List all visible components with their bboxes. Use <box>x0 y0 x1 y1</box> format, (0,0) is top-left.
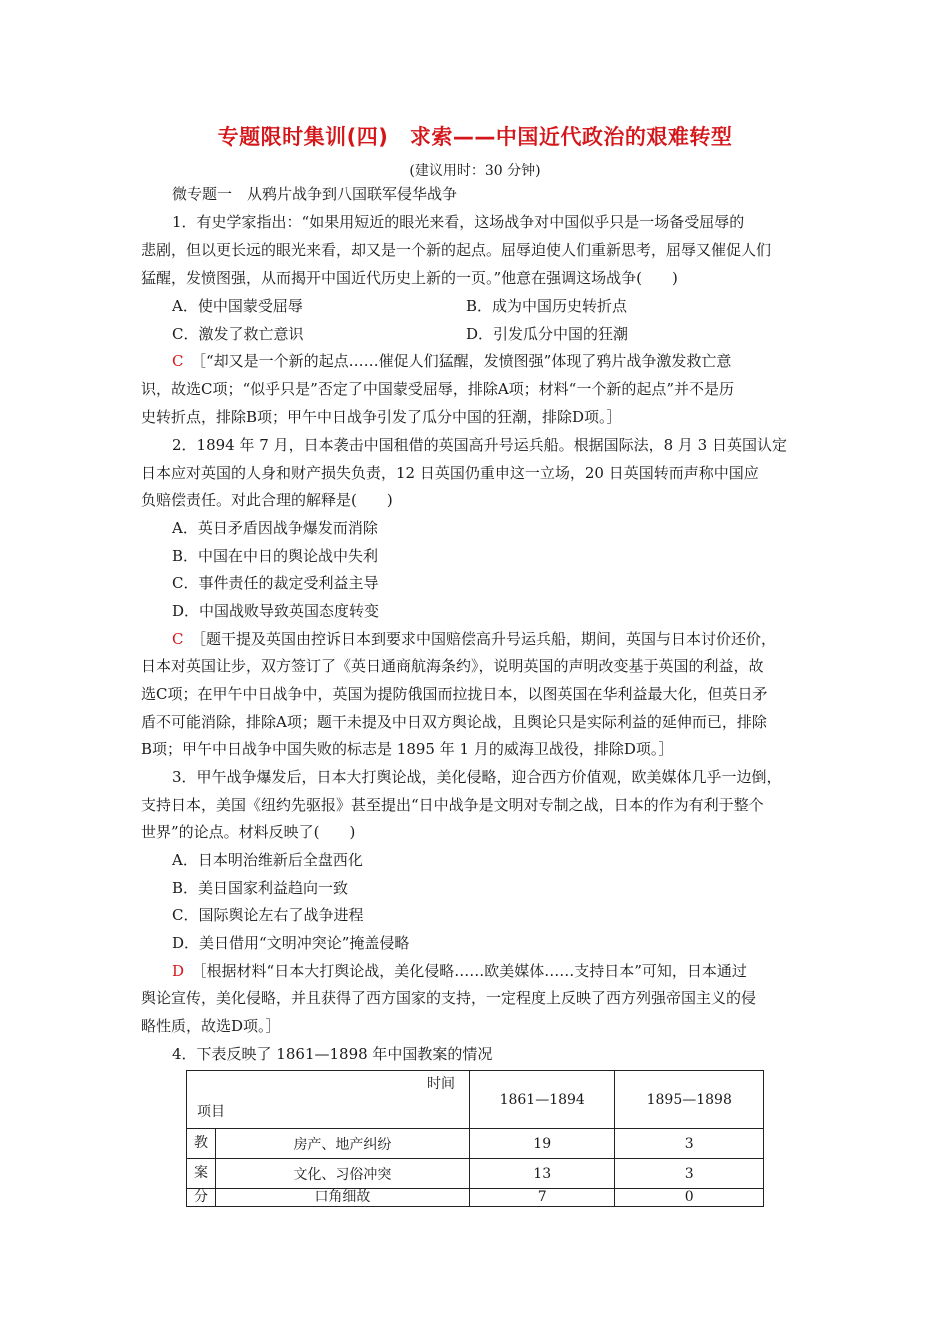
q3-answer: D <box>172 962 185 980</box>
q1-answer-line <box>172 351 731 371</box>
group-label-char: 教 <box>187 1129 216 1159</box>
table-corner-header <box>187 1071 470 1129</box>
data-table <box>186 1070 764 1207</box>
q1-explanation-line: 识，故选C项；“似乎只是”否定了中国蒙受屈辱，排除A项；材料“一个新的起点”并不是历 <box>141 380 734 398</box>
q3-option-b: B．美日国家利益趋向一致 <box>172 879 349 897</box>
q2-explanation-line: ［题干提及英国由控诉日本到要求中国赔偿高升号运兵船，期间，英国与日本讨价还价， <box>198 630 777 648</box>
row-value: 7 <box>469 1189 615 1207</box>
q2-explanation-line: 日本对英国让步，双方签订了《英日通商航海条约》，说明英国的声明改变基于英国的利益，故 <box>141 657 764 675</box>
q3-answer-line <box>172 961 747 981</box>
q1-stem-line: 悲剧，但以更长远的眼光来看，却又是一个新的起点。屈辱迫使人们重新思考，屈辱又催促人们 <box>141 241 772 259</box>
q2-option-b: B．中国在中日的舆论战中失利 <box>172 547 379 565</box>
corner-item-label: 项目 <box>197 1104 225 1120</box>
q1-explanation-line: 史转折点，排除B项；甲午中日战争引发了瓜分中国的狂潮，排除D项。］ <box>141 408 622 426</box>
q3-explanation-line: 略性质，故选D项。］ <box>141 1017 281 1035</box>
corner-time-label: 时间 <box>427 1076 455 1092</box>
q2-stem-line: 日本应对英国的人身和财产损失负责，12 日英国仍重申这一立场，20 日英国转而声称中国应 <box>141 464 759 482</box>
q3-stem-line: 支持日本，美国《纽约先驱报》甚至提出“日中战争是文明对专制之战，日本的作为有利于整个 <box>141 796 764 814</box>
row-value: 13 <box>469 1159 615 1189</box>
q1-answer: C <box>172 352 184 370</box>
row-item: 文化、习俗冲突 <box>215 1159 469 1189</box>
q3-stem-line: 世界”的论点。材料反映了( ) <box>141 823 356 841</box>
column-header: 1861—1894 <box>469 1071 615 1129</box>
q3-option-c: C．国际舆论左右了战争进程 <box>172 906 364 924</box>
q3-explanation-line: ［根据材料“日本大打舆论战，美化侵略……欧美媒体……支持日本”可知，日本通过 <box>199 962 747 980</box>
page-title: 专题限时集训(四) 求索——中国近代政治的艰难转型 <box>217 125 733 149</box>
q2-explanation-line: B项；甲午中日战争中国失败的标志是 1895 年 1 月的威海卫战役，排除D项。］ <box>141 740 674 758</box>
row-value: 19 <box>469 1129 615 1159</box>
row-value: 3 <box>615 1159 764 1189</box>
q2-stem-line: 负赔偿责任。对此合理的解释是( ) <box>141 491 393 509</box>
q1-option-b: B．成为中国历史转折点 <box>466 297 628 315</box>
q1-option-d: D．引发瓜分中国的狂潮 <box>466 325 629 343</box>
q1-explanation-line: ［“却又是一个新的起点……催促人们猛醒，发愤图强”体现了鸦片战争激发救亡意 <box>198 352 732 370</box>
row-item: 口角细故 <box>215 1189 469 1207</box>
q3-explanation-line: 舆论宣传，美化侵略，并且获得了西方国家的支持，一定程度上反映了西方列强帝国主义的侵 <box>141 989 757 1007</box>
q1-option-c: C．激发了救亡意识 <box>172 325 304 343</box>
q1-stem-line: 1．有史学家指出：“如果用短近的眼光来看，这场战争对中国似乎只是一场备受屈辱的 <box>172 213 745 231</box>
group-label-char: 案 <box>187 1159 216 1189</box>
q3-option-a: A．日本明治维新后全盘西化 <box>172 851 363 869</box>
q4-stem: 4．下表反映了 1861—1898 年中国教案的情况 <box>172 1045 493 1063</box>
q2-answer: C <box>172 630 184 648</box>
column-header: 1895—1898 <box>615 1071 764 1129</box>
q2-option-a: A．英日矛盾因战争爆发而消除 <box>172 519 378 537</box>
q2-answer-line <box>172 629 776 649</box>
q1-stem-line: 猛醒，发愤图强，从而揭开中国近代历史上新的一页。”他意在强调这场战争( ) <box>141 269 678 287</box>
row-value: 3 <box>615 1129 764 1159</box>
q2-option-d: D．中国战败导致英国态度转变 <box>172 602 380 620</box>
row-value: 0 <box>615 1189 764 1207</box>
q3-stem-line: 3．甲午战争爆发后，日本大打舆论战，美化侵略，迎合西方价值观，欧美媒体几乎一边倒， <box>172 768 782 786</box>
section-heading: 微专题一 从鸦片战争到八国联军侵华战争 <box>172 185 458 203</box>
row-item: 房产、地产纠纷 <box>215 1129 469 1159</box>
q3-option-d: D．美日借用“文明冲突论”掩盖侵略 <box>172 934 410 952</box>
page-subtitle: (建议用时：30 分钟) <box>409 163 541 179</box>
table-row <box>187 1189 764 1207</box>
q1-option-a: A．使中国蒙受屈辱 <box>172 297 303 315</box>
table-row <box>187 1129 764 1159</box>
q2-explanation-line: 选C项；在甲午中日战争中，英国为提防俄国而拉拢日本，以图英国在华利益最大化，但英日矛 <box>141 685 768 703</box>
q2-stem-line: 2．1894 年 7 月，日本袭击中国租借的英国高升号运兵船。根据国际法，8 月 3 日英国认定 <box>172 436 787 454</box>
q2-option-c: C．事件责任的裁定受利益主导 <box>172 574 379 592</box>
table-row <box>187 1159 764 1189</box>
group-label-char: 分 <box>187 1189 216 1207</box>
q2-explanation-line: 盾不可能消除，排除A项；题干未提及中日双方舆论战，且舆论只是实际利益的延伸而已，排除 <box>141 713 767 731</box>
